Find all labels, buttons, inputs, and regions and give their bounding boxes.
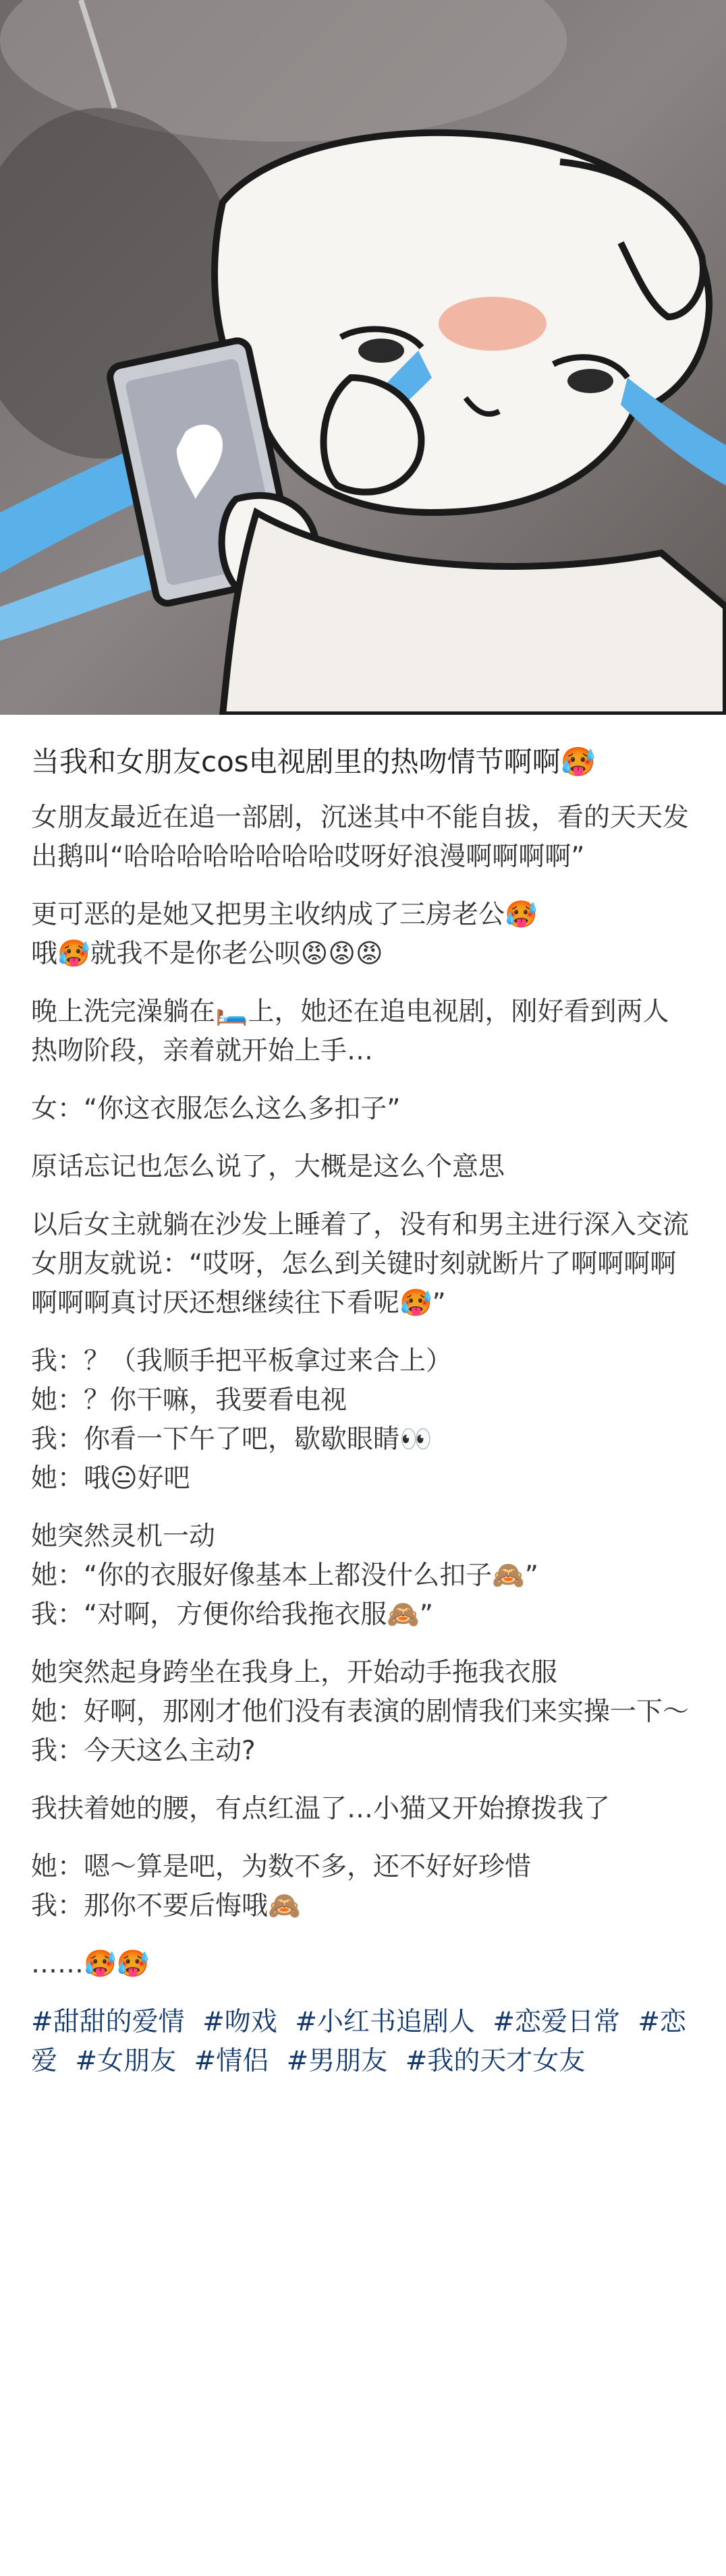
- text-line: 她：？你干嘛，我要看电视: [31, 1385, 347, 1415]
- tag-link[interactable]: #女朋友: [75, 2046, 177, 2076]
- text-line: 女：“你这衣服怎么这么多扣子”: [31, 1094, 401, 1124]
- paragraph: [31, 1342, 695, 1498]
- tag-link[interactable]: #恋爱日常: [493, 2007, 620, 2037]
- paragraph: [31, 1945, 695, 1984]
- paragraph: [31, 1148, 695, 1187]
- crying-dog-illustration: [0, 0, 726, 715]
- paragraph: [31, 1206, 695, 1323]
- text-line: 哦🥵就我不是你老公呗😡😡😡: [31, 939, 383, 969]
- text-line: 以后女主就躺在沙发上睡着了，没有和男主进行深入交流女朋友就说：“哎呀，怎么到关键时刻就断片了啊啊啊啊啊啊啊真讨厌还想继续往下看呢🥵”: [31, 1210, 690, 1318]
- paragraph: [31, 1653, 695, 1771]
- paragraph: [31, 896, 695, 974]
- text-line: 原话忘记也怎么说了，大概是这么个意思: [31, 1152, 505, 1182]
- tag-link[interactable]: #男朋友: [286, 2046, 388, 2076]
- text-line: 她：“你的衣服好像基本上都没什么扣子🙈”: [31, 1560, 538, 1591]
- text-line: 她：好啊，那刚才他们没有表演的剧情我们来实操一下～: [31, 1697, 690, 1727]
- tag-link[interactable]: #恋爱: [31, 2007, 687, 2076]
- tag-link[interactable]: #小红书追剧人: [295, 2007, 475, 2037]
- paragraph: [31, 1790, 695, 1829]
- text-line: 更可恶的是她又把男主收纳成了三房老公🥵: [31, 900, 538, 930]
- tag-link[interactable]: #甜甜的爱情: [31, 2007, 185, 2037]
- text-line: 我：？（我顺手把平板拿过来合上）: [31, 1346, 453, 1376]
- post-content: [0, 715, 726, 2081]
- text-line: 我：今天这么主动?: [31, 1736, 256, 1766]
- tag-link[interactable]: #我的天才女友: [405, 2046, 586, 2076]
- text-line: 她突然灵机一动: [31, 1521, 216, 1552]
- text-line: ……🥵🥵: [31, 1949, 150, 1979]
- text-line: 晚上洗完澡躺在🛏️上，她还在追电视剧，刚好看到两人热吻阶段，亲着就开始上手…: [31, 997, 669, 1066]
- text-line: 我：那你不要后悔哦🙈: [31, 1891, 301, 1921]
- text-line: 女朋友最近在追一部剧，沉迷其中不能自拔，看的天天发出鹅叫“哈哈哈哈哈哈哈哈哎呀好浪漫啊啊啊啊”: [31, 802, 690, 872]
- paragraph: [31, 993, 695, 1071]
- text-line: 她：哦😐好吧: [31, 1463, 190, 1494]
- text-line: 她：嗯～算是吧，为数不多，还不好好珍惜: [31, 1852, 532, 1882]
- post-body: [31, 798, 695, 1984]
- text-line: 我扶着她的腰，有点红温了…小猫又开始撩拨我了: [31, 1794, 611, 1824]
- post-title: 当我和女朋友cos电视剧里的热吻情节啊啊🥵: [31, 745, 596, 778]
- paragraph: [31, 798, 695, 877]
- paragraph: [31, 1517, 695, 1635]
- tag-list: [31, 2003, 695, 2081]
- cover-image: [0, 0, 726, 715]
- text-line: 我：你看一下午了吧，歇歇眼睛👀: [31, 1424, 432, 1455]
- text-line: 她突然起身跨坐在我身上，开始动手拖我衣服: [31, 1658, 558, 1688]
- paragraph: [31, 1848, 695, 1926]
- tag-link[interactable]: #情侣: [194, 2046, 269, 2076]
- tag-link[interactable]: #吻戏: [202, 2007, 277, 2037]
- paragraph: [31, 1090, 695, 1129]
- text-line: 我：“对啊，方便你给我拖衣服🙈”: [31, 1600, 433, 1630]
